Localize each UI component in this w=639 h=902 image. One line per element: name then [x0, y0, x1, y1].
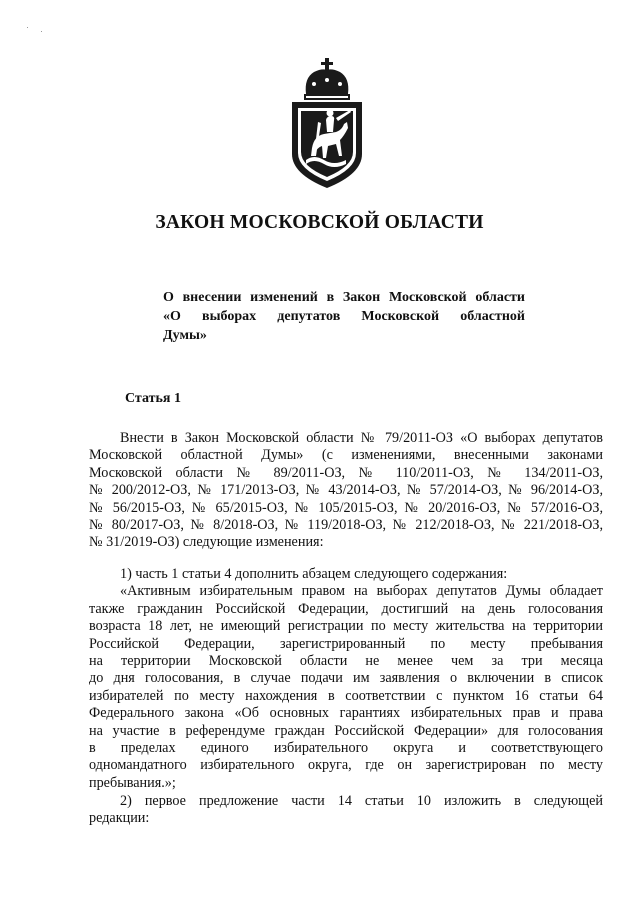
text-line: Внести в Закон Московской области № 79/2011-ОЗ «О выборах депутатов	[120, 430, 603, 446]
text-line: пребывания.»;	[89, 774, 176, 791]
law-subtitle	[163, 288, 525, 345]
intro-paragraph	[89, 430, 603, 552]
item-1-paragraph	[89, 566, 603, 792]
subtitle-line: Думы»	[163, 328, 207, 343]
text-line: избирателей по месту нахождения в соответствии с пунктом 16 статьи 64	[89, 687, 603, 704]
text-line: Московской областной Думы» (с изменениями, внесенными законами	[89, 447, 603, 464]
scan-speck	[27, 27, 28, 28]
subtitle-line: «О выборах депутатов Московской областной	[163, 309, 525, 324]
moscow-oblast-coat-of-arms-icon	[284, 56, 370, 192]
item-2-paragraph	[89, 793, 603, 828]
text-line: в пределах единого избирательного округа и соответствующего	[89, 740, 603, 757]
text-line: Российской Федерации, зарегистрированный по месту пребывания	[89, 635, 603, 652]
text-line: № 80/2017-ОЗ, № 8/2018-ОЗ, № 119/2018-ОЗ, № 212/2018-ОЗ, № 221/2018-ОЗ,	[89, 517, 603, 534]
text-line: № 56/2015-ОЗ, № 65/2015-ОЗ, № 105/2015-ОЗ, № 20/2016-ОЗ, № 57/2016-ОЗ,	[89, 499, 603, 516]
text-line: одномандатного избирательного округа, где он зарегистрирован по месту	[89, 757, 603, 774]
scan-speck	[41, 31, 42, 32]
text-line: Московской области № 89/2011-ОЗ, № 110/2011-ОЗ, № 134/2011-ОЗ,	[89, 464, 603, 481]
text-line: Федерального закона «Об основных гарантиях избирательных прав и права	[89, 705, 603, 722]
text-line: № 31/2019-ОЗ) следующие изменения:	[89, 534, 324, 551]
text-line: редакции:	[89, 810, 150, 827]
text-line: 2) первое предложение части 14 статьи 10 изложить в следующей	[120, 793, 603, 809]
text-line: № 200/2012-ОЗ, № 171/2013-ОЗ, № 43/2014-ОЗ, № 57/2014-ОЗ, № 96/2014-ОЗ,	[89, 482, 603, 499]
text-line: на участие в референдуме граждан Российской Федерации» для голосования	[89, 722, 603, 739]
text-line: возраста 18 лет, не имеющий регистрации по месту жительства на территории	[89, 618, 603, 635]
document-title: ЗАКОН МОСКОВСКОЙ ОБЛАСТИ	[155, 212, 484, 233]
article-heading: Статья 1	[125, 391, 181, 406]
subtitle-line: О внесении изменений в Закон Московской области	[163, 290, 525, 305]
text-line: на территории Московской области не менее чем за три месяца	[89, 653, 603, 670]
text-line: «Активным избирательным правом на выборах депутатов Думы обладает	[120, 583, 603, 600]
text-line: до дня голосования, в случае подачи им заявления о включении в список	[89, 670, 603, 687]
text-line: 1) часть 1 статьи 4 дополнить абзацем следующего содержания:	[120, 566, 508, 582]
text-line: также гражданин Российской Федерации, достигший на день голосования	[89, 600, 603, 617]
